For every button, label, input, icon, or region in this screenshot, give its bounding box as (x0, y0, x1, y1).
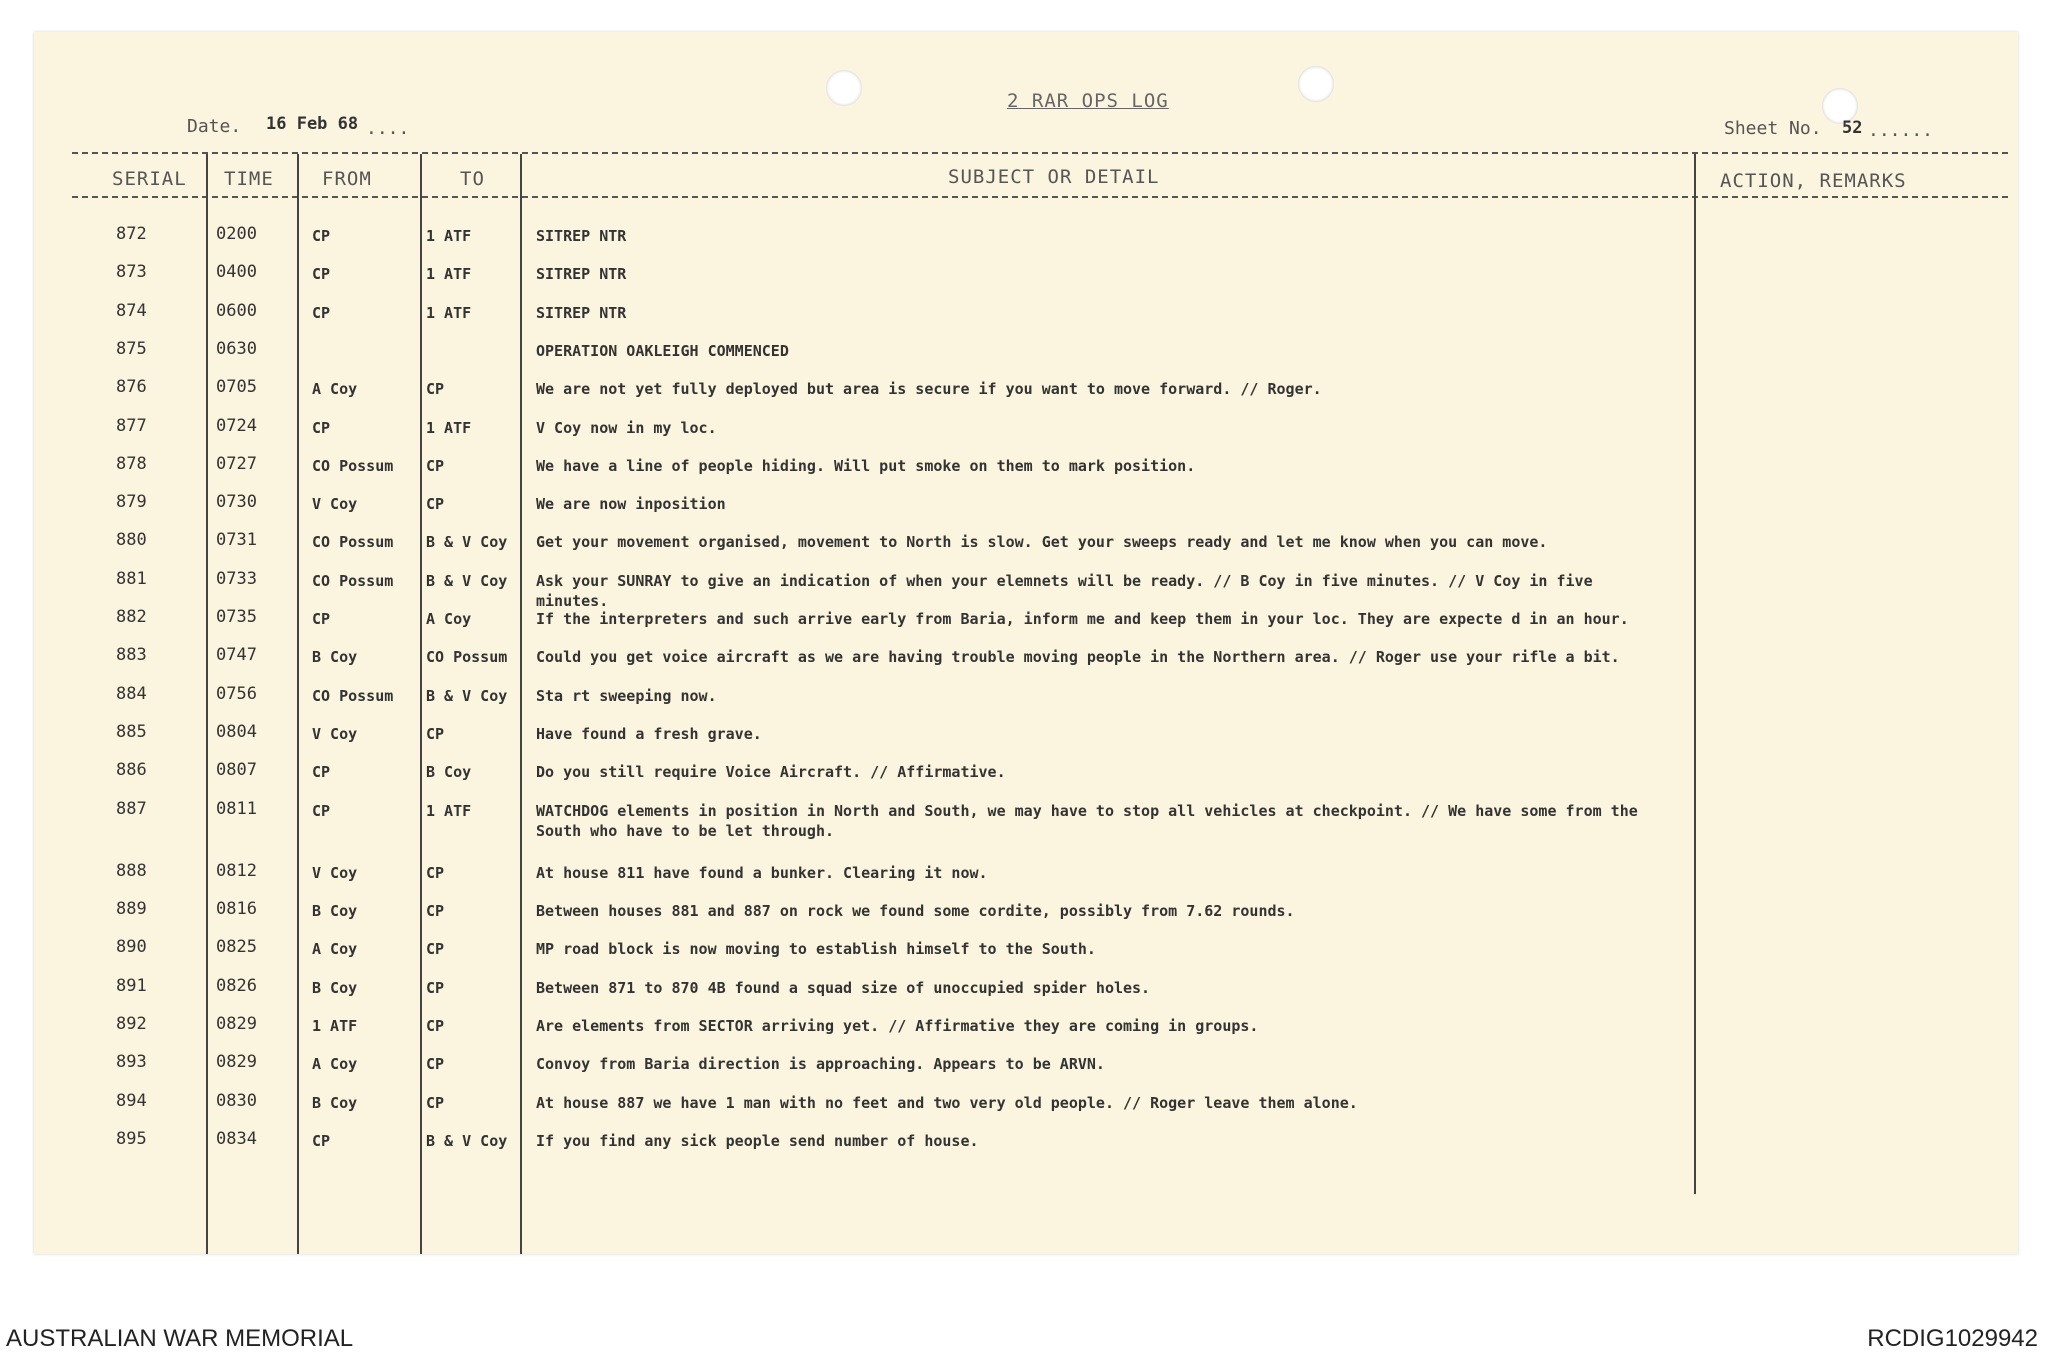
log-time: 0834 (216, 1129, 257, 1149)
sheet-number-label: Sheet No. (1724, 118, 1822, 139)
log-time: 0630 (216, 339, 257, 359)
log-from: A Coy (312, 1055, 358, 1073)
log-from: B Coy (312, 648, 358, 666)
log-to: 1 ATF (426, 419, 472, 437)
log-detail: Sta rt sweeping now. (536, 687, 717, 705)
log-from: CP (312, 1132, 331, 1150)
log-to: 1 ATF (426, 304, 472, 322)
log-time: 0830 (216, 1091, 257, 1111)
log-to: B & V Coy (426, 572, 508, 590)
log-detail: V Coy now in my loc. (536, 419, 717, 437)
log-time: 0826 (216, 976, 257, 996)
log-time: 0733 (216, 569, 257, 589)
log-detail: WATCHDOG elements in position in North and South, we may have to stop all vehicles at checkpoint. // We have some from the South who have to be let through. (536, 802, 1638, 840)
log-to: 1 ATF (426, 802, 472, 820)
log-serial: 889 (116, 899, 147, 919)
col-header-to: TO (460, 168, 485, 190)
log-time: 0829 (216, 1014, 257, 1034)
log-time: 0804 (216, 722, 257, 742)
column-divider (420, 154, 422, 1254)
log-to: CP (426, 940, 445, 958)
sheet-number-value: 52 (1842, 118, 1863, 138)
log-detail: Ask your SUNRAY to give an indication of when your elemnets will be ready. // B Coy in five minutes. // V Coy in five minutes. (536, 572, 1593, 610)
log-from: CP (312, 227, 331, 245)
log-time: 0727 (216, 454, 257, 474)
log-to: 1 ATF (426, 265, 472, 283)
col-header-action: ACTION, REMARKS (1720, 170, 1907, 192)
log-time: 0747 (216, 645, 257, 665)
log-detail: At house 811 have found a bunker. Clearing it now. (536, 864, 988, 882)
log-serial: 891 (116, 976, 147, 996)
date-value: 16 Feb 68 (266, 114, 359, 134)
log-serial: 883 (116, 645, 147, 665)
log-detail: If you find any sick people send number of house. (536, 1132, 979, 1150)
log-to: CP (426, 979, 445, 997)
log-serial: 885 (116, 722, 147, 742)
log-serial: 890 (116, 937, 147, 957)
log-to: B & V Coy (426, 687, 508, 705)
log-time: 0816 (216, 899, 257, 919)
log-detail: SITREP NTR (536, 227, 627, 245)
log-serial: 894 (116, 1091, 147, 1111)
footer-id: RCDIG1029942 (1867, 1325, 2038, 1352)
log-from: 1 ATF (312, 1017, 358, 1035)
log-detail: SITREP NTR (536, 265, 627, 283)
log-time: 0812 (216, 861, 257, 881)
log-from: CO Possum (312, 457, 394, 475)
punch-hole (1298, 66, 1334, 102)
log-from: B Coy (312, 902, 358, 920)
col-header-subject: SUBJECT OR DETAIL (948, 166, 1160, 188)
log-serial: 882 (116, 607, 147, 627)
log-from: CO Possum (312, 687, 394, 705)
log-to: B & V Coy (426, 1132, 508, 1150)
col-header-from: FROM (322, 168, 372, 190)
log-to: CP (426, 725, 445, 743)
log-detail: Do you still require Voice Aircraft. // Affirmative. (536, 763, 1006, 781)
log-detail: OPERATION OAKLEIGH COMMENCED (536, 342, 789, 360)
log-serial: 893 (116, 1052, 147, 1072)
log-detail: We are now inposition (536, 495, 726, 513)
date-label: Date. (187, 116, 242, 137)
column-divider (206, 154, 208, 1254)
column-divider (520, 154, 522, 1254)
log-title: 2 RAR OPS LOG (1007, 90, 1169, 112)
log-from: CO Possum (312, 572, 394, 590)
log-to: CO Possum (426, 648, 508, 666)
log-to: B & V Coy (426, 533, 508, 551)
log-time: 0731 (216, 530, 257, 550)
log-serial: 888 (116, 861, 147, 881)
sheet-number-dots: ...... (1868, 120, 1934, 141)
log-from: A Coy (312, 940, 358, 958)
log-from: CP (312, 304, 331, 322)
log-time: 0724 (216, 416, 257, 436)
header-bottom-rule (72, 196, 2008, 198)
log-to: 1 ATF (426, 227, 472, 245)
log-serial: 874 (116, 301, 147, 321)
log-serial: 873 (116, 262, 147, 282)
log-to: CP (426, 1094, 445, 1112)
log-to: CP (426, 1055, 445, 1073)
column-divider (297, 154, 299, 1254)
punch-hole (826, 70, 862, 106)
log-time: 0756 (216, 684, 257, 704)
log-detail: Between houses 881 and 887 on rock we found some cordite, possibly from 7.62 rounds. (536, 902, 1295, 920)
log-detail: Between 871 to 870 4B found a squad size of unoccupied spider holes. (536, 979, 1151, 997)
log-from: CO Possum (312, 533, 394, 551)
log-detail: We are not yet fully deployed but area is secure if you want to move forward. // Roger. (536, 380, 1322, 398)
log-serial: 884 (116, 684, 147, 704)
log-time: 0705 (216, 377, 257, 397)
log-serial: 877 (116, 416, 147, 436)
log-detail: Are elements from SECTOR arriving yet. // Affirmative they are coming in groups. (536, 1017, 1259, 1035)
log-serial: 887 (116, 799, 147, 819)
log-from: CP (312, 802, 331, 820)
log-detail: Have found a fresh grave. (536, 725, 762, 743)
log-detail: At house 887 we have 1 man with no feet and two very old people. // Roger leave them alone. (536, 1094, 1358, 1112)
log-from: B Coy (312, 1094, 358, 1112)
log-detail: We have a line of people hiding. Will put smoke on them to mark position. (536, 457, 1196, 475)
log-serial: 886 (116, 760, 147, 780)
log-to: CP (426, 495, 445, 513)
log-serial: 878 (116, 454, 147, 474)
log-detail: Could you get voice aircraft as we are having trouble moving people in the Northern area. // Roger use your rifle a bit. (536, 648, 1620, 666)
log-from: CP (312, 265, 331, 283)
log-serial: 879 (116, 492, 147, 512)
log-from: A Coy (312, 380, 358, 398)
log-time: 0825 (216, 937, 257, 957)
log-to: CP (426, 902, 445, 920)
log-from: B Coy (312, 979, 358, 997)
log-time: 0735 (216, 607, 257, 627)
log-from: CP (312, 610, 331, 628)
log-detail: MP road block is now moving to establish himself to the South. (536, 940, 1096, 958)
log-from: CP (312, 763, 331, 781)
log-serial: 876 (116, 377, 147, 397)
column-divider (1694, 154, 1696, 1194)
log-serial: 892 (116, 1014, 147, 1034)
log-from: V Coy (312, 495, 358, 513)
col-header-serial: SERIAL (112, 168, 187, 190)
log-time: 0807 (216, 760, 257, 780)
log-to: CP (426, 1017, 445, 1035)
date-dots: .... (366, 118, 410, 139)
log-time: 0600 (216, 301, 257, 321)
log-serial: 872 (116, 224, 147, 244)
log-sheet (34, 32, 2018, 1254)
log-time: 0811 (216, 799, 257, 819)
log-detail: Convoy from Baria direction is approaching. Appears to be ARVN. (536, 1055, 1105, 1073)
log-serial: 895 (116, 1129, 147, 1149)
log-from: CP (312, 419, 331, 437)
log-serial: 875 (116, 339, 147, 359)
header-top-rule (72, 152, 2008, 154)
log-to: CP (426, 864, 445, 882)
log-time: 0829 (216, 1052, 257, 1072)
log-detail: SITREP NTR (536, 304, 627, 322)
log-serial: 881 (116, 569, 147, 589)
log-time: 0730 (216, 492, 257, 512)
footer-credit: AUSTRALIAN WAR MEMORIAL (6, 1325, 354, 1352)
col-header-time: TIME (224, 168, 274, 190)
log-to: B Coy (426, 763, 472, 781)
log-from: V Coy (312, 864, 358, 882)
log-time: 0400 (216, 262, 257, 282)
log-detail: If the interpreters and such arrive early from Baria, inform me and keep them in your loc. They are expecte d in an hour. (536, 610, 1629, 628)
log-detail: Get your movement organised, movement to North is slow. Get your sweeps ready and let me know when you can move. (536, 533, 1548, 551)
log-serial: 880 (116, 530, 147, 550)
log-to: CP (426, 457, 445, 475)
log-time: 0200 (216, 224, 257, 244)
log-from: V Coy (312, 725, 358, 743)
log-to: CP (426, 380, 445, 398)
log-to: A Coy (426, 610, 472, 628)
